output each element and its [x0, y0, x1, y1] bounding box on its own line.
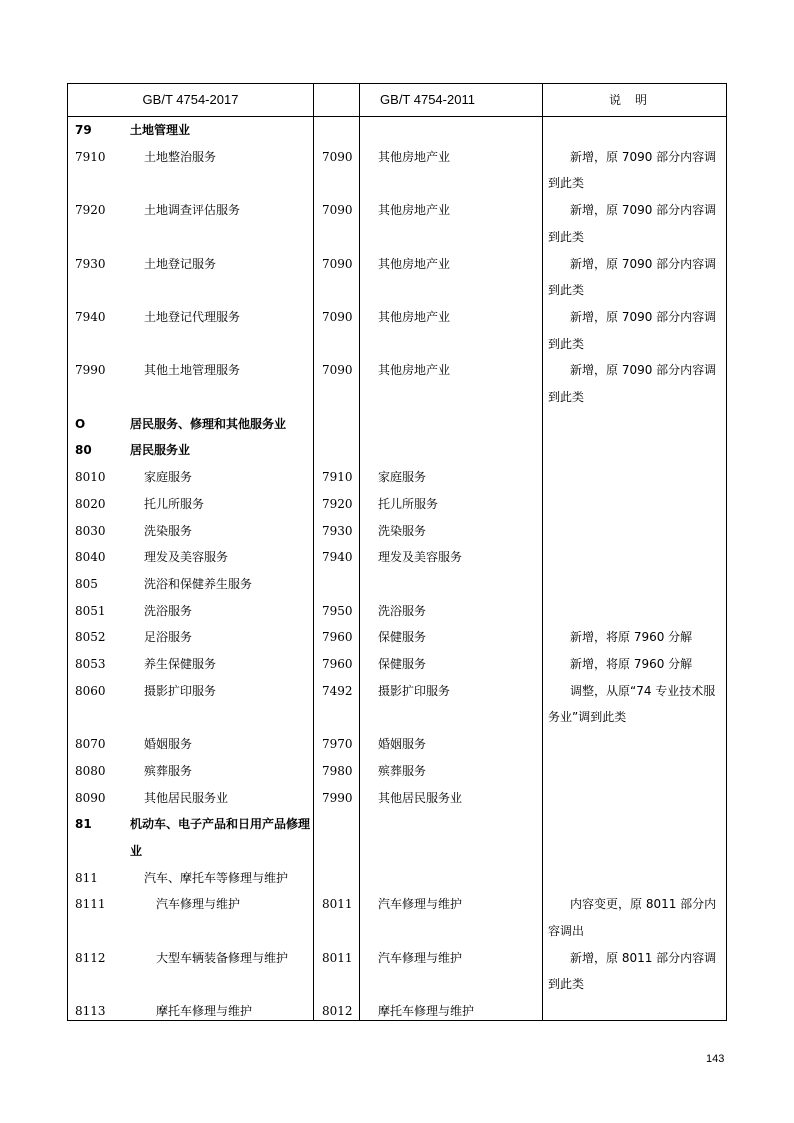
row-note: 新增，原 8011 部分内容调到此类 [548, 950, 717, 992]
row-old-code: 8011 [322, 950, 353, 965]
table-row [68, 197, 728, 244]
row-name: 汽车修理与维护 [156, 897, 241, 912]
row-note: 内容变更，原 8011 部分内容调出 [548, 897, 717, 938]
row-name: 托儿所服务 [144, 496, 205, 511]
row-old-code: 7980 [322, 763, 353, 778]
row-old-code: 7090 [322, 309, 353, 324]
row-name: 家庭服务 [144, 470, 193, 485]
classification-table [67, 83, 727, 1021]
row-old-name: 其他房地产业 [378, 363, 451, 378]
row-note: 新增，原 7090 部分内容调到此类 [548, 363, 717, 404]
row-old-code: 7960 [322, 657, 353, 671]
row-old-code: 7090 [322, 203, 353, 218]
table-row [68, 491, 728, 518]
table-row [68, 998, 728, 1025]
row-old-code: 7940 [322, 550, 353, 565]
table-row [68, 357, 728, 404]
row-old-name: 家庭服务 [378, 470, 427, 485]
row-name: 土地整治服务 [144, 149, 217, 164]
table-row [68, 624, 728, 651]
row-note: 新增，原 7090 部分内容调到此类 [548, 203, 717, 244]
row-code: 8030 [75, 523, 106, 538]
row-code: O [75, 416, 86, 431]
row-old-code: 7970 [322, 737, 353, 752]
row-code: 811 [75, 870, 98, 885]
row-note: 新增，原 7090 部分内容调到此类 [548, 149, 717, 191]
header-note: 说明 [608, 93, 661, 107]
row-code: 805 [75, 576, 98, 591]
row-code: 7910 [75, 149, 106, 164]
table-row [68, 144, 728, 191]
row-code: 8053 [75, 657, 106, 671]
row-code: 8010 [75, 470, 106, 485]
row-code: 81 [75, 817, 92, 832]
table-row [68, 785, 728, 812]
row-name: 居民服务业 [130, 443, 191, 458]
row-name: 汽车、摩托车等修理与维护 [144, 870, 289, 885]
table-row [68, 758, 728, 785]
table-row [68, 251, 728, 298]
row-old-name: 婚姻服务 [378, 737, 427, 752]
table-row [68, 945, 728, 992]
row-name: 婚姻服务 [144, 737, 193, 752]
row-old-code: 7910 [322, 470, 353, 485]
row-old-code: 7950 [322, 603, 353, 618]
row-old-name: 其他房地产业 [378, 203, 451, 218]
row-old-code: 8012 [322, 1004, 353, 1019]
row-name: 摄影扩印服务 [144, 683, 217, 698]
row-old-code: 7090 [322, 363, 353, 378]
row-old-code: 7960 [322, 630, 353, 645]
row-old-name: 其他房地产业 [378, 149, 451, 164]
page-number: 143 [706, 1053, 725, 1065]
row-name: 洗染服务 [144, 523, 193, 538]
row-name: 土地登记服务 [144, 256, 217, 271]
row-old-name: 理发及美容服务 [378, 550, 463, 565]
table-row [68, 678, 728, 725]
table-row [68, 411, 728, 438]
row-name: 机动车、电子产品和日用产品修理业 [130, 817, 311, 858]
row-old-name: 其他居民服务业 [378, 790, 463, 805]
row-note: 调整，从原“74 专业技术服务业”调到此类 [548, 683, 716, 725]
header-gbt-2011: GB/T 4754-2011 [380, 92, 475, 107]
table-row [68, 304, 728, 351]
row-code: 8112 [75, 950, 106, 965]
table-row [68, 891, 728, 938]
row-old-name: 保健服务 [378, 630, 427, 645]
row-code: 7990 [75, 363, 106, 378]
row-code: 8060 [75, 683, 106, 698]
row-note: 新增，原 7090 部分内容调到此类 [548, 309, 717, 351]
table-row [68, 464, 728, 491]
table-row [68, 544, 728, 571]
header-gbt-2017: GB/T 4754-2017 [142, 92, 239, 107]
table-row [68, 117, 728, 144]
row-name: 居民服务、修理和其他服务业 [130, 416, 287, 431]
row-old-code: 8011 [322, 897, 353, 912]
row-name: 理发及美容服务 [144, 550, 229, 565]
row-old-code: 7090 [322, 149, 353, 164]
table-row [68, 571, 728, 598]
row-old-name: 其他房地产业 [378, 309, 451, 324]
row-name: 土地调查评估服务 [144, 203, 241, 218]
row-old-name: 保健服务 [378, 657, 427, 671]
row-name: 摩托车修理与维护 [156, 1004, 253, 1019]
table-row [68, 865, 728, 892]
table-row [68, 598, 728, 625]
row-name: 足浴服务 [144, 630, 193, 645]
row-name: 洗浴和保健养生服务 [144, 576, 253, 591]
row-code: 8090 [75, 790, 106, 805]
table-row [68, 437, 728, 464]
row-code: 8080 [75, 763, 106, 778]
row-note: 新增，将原 7960 分解 [570, 657, 693, 671]
row-code: 8040 [75, 550, 106, 565]
row-code: 7920 [75, 203, 106, 218]
row-old-name: 摄影扩印服务 [378, 683, 451, 698]
row-note: 新增，原 7090 部分内容调到此类 [548, 256, 717, 298]
table-row [68, 811, 728, 858]
row-code: 79 [75, 123, 92, 137]
row-name: 土地登记代理服务 [144, 309, 241, 324]
row-code: 80 [75, 443, 92, 458]
row-old-name: 殡葬服务 [378, 763, 427, 778]
table-row [68, 518, 728, 545]
row-code: 8113 [75, 1004, 106, 1019]
row-code: 8070 [75, 737, 106, 752]
row-old-name: 摩托车修理与维护 [378, 1004, 475, 1019]
row-note: 新增，将原 7960 分解 [570, 630, 693, 645]
row-name: 其他居民服务业 [144, 790, 229, 805]
row-old-name: 其他房地产业 [378, 256, 451, 271]
row-name: 大型车辆装备修理与维护 [156, 950, 289, 965]
row-code: 7930 [75, 256, 106, 271]
row-code: 8052 [75, 630, 106, 645]
row-old-name: 洗浴服务 [378, 603, 427, 618]
row-name: 洗浴服务 [144, 603, 193, 618]
row-name: 殡葬服务 [144, 763, 193, 778]
row-old-code: 7492 [322, 683, 353, 698]
row-old-name: 托儿所服务 [378, 496, 439, 511]
row-old-code: 7990 [322, 790, 353, 805]
row-old-name: 汽车修理与维护 [378, 897, 463, 912]
row-name: 其他土地管理服务 [144, 363, 241, 378]
row-old-code: 7090 [322, 256, 353, 271]
row-code: 7940 [75, 309, 106, 324]
row-old-name: 汽车修理与维护 [378, 950, 463, 965]
row-code: 8051 [75, 603, 106, 618]
row-code: 8111 [75, 897, 106, 912]
table-row [68, 731, 728, 758]
table-row [68, 651, 728, 678]
row-name: 养生保健服务 [144, 657, 217, 671]
row-old-name: 洗染服务 [378, 523, 427, 538]
row-name: 土地管理业 [130, 123, 191, 137]
row-old-code: 7920 [322, 496, 353, 511]
row-old-code: 7930 [322, 523, 353, 538]
row-code: 8020 [75, 496, 106, 511]
